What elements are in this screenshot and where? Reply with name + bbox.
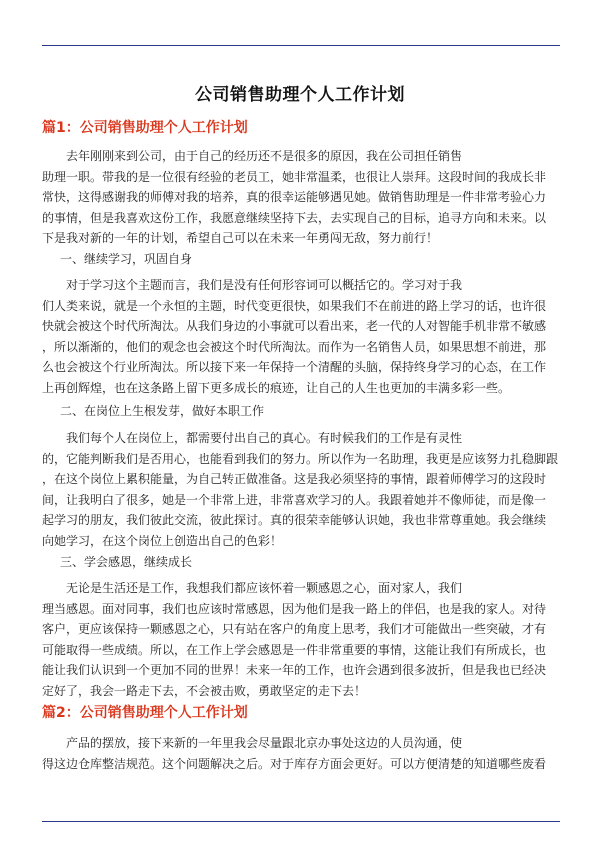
section-heading-1: 篇1：公司销售助理个人工作计划 [42, 120, 248, 136]
text-line: 理当感恩。面对同事，我们也应该时常感恩，因为他们是我一路上的伴侣，也是我的家人。对待 [42, 601, 547, 616]
text-line: 客户，更应该保持一颗感恩之心，只有站在客户的角度上思考，我们才可能做出一些突破，才有 [42, 622, 547, 636]
text-line: 能让我们认识到一个更加不同的世界！未来一年的工作，也许会遇到很多波折，但是我也已经决 [42, 663, 547, 677]
subheading-3: 三、学会感恩，继续成长 [60, 555, 193, 569]
text-line: 去年刚刚来到公司，由于自己的经历还不是很多的原因，我在公司担任销售 [42, 149, 463, 163]
section-heading-2: 篇2：公司销售助理个人工作计划 [42, 705, 248, 721]
paragraph-1 [42, 275, 558, 398]
top-rule [42, 45, 560, 46]
intro-paragraph [42, 146, 558, 249]
paragraph-4 [42, 733, 558, 774]
document-title: 公司销售助理个人工作计划 [195, 85, 405, 105]
text-line: 助理一职。带我的是一位很有经验的老员工，她非常温柔，也很让人崇拜。这段时间的我成长非 [42, 169, 547, 184]
text-line: 产品的摆放，接下来新的一年里我会尽量跟北京办事处这边的人员沟通，使 [42, 736, 463, 750]
text-line: 快就会被这个时代所淘汰。从我们身边的小事就可以看出来，老一代的人对智能手机非常不敏感 [42, 319, 547, 333]
text-line: 可能取得一些成绩。所以，在工作上学会感恩是一件非常重要的事情，这能让我们有所成长，也 [42, 642, 547, 657]
text-line: ，在这个岗位上累积能量，为自己转正做准备。这是我必须坚持的事情，跟着师傅学习的这段时 [42, 472, 547, 486]
subheading-1: 一、继续学习，巩固自身 [60, 252, 193, 266]
text-line: 起学习的朋友，我们彼此交流，彼此探讨。真的很荣幸能够认识她，我也非常尊重她。我会继续 [42, 513, 547, 527]
text-line: 的事情，但是我喜欢这份工作，我愿意继续坚持下去，去实现自己的目标，追寻方向和未来。以 [42, 210, 547, 225]
text-line: 间，让我明白了很多，她是一个非常上进，非常喜欢学习的人。我跟着她并不像师徒，而是像一 [42, 492, 547, 507]
text-line: 对于学习这个主题而言，我们是没有任何形容词可以概括它的。学习对于我 [42, 278, 463, 292]
text-line: 我们每个人在岗位上，都需要付出自己的真心。有时候我们的工作是有灵性 [42, 431, 463, 445]
text-line: 无论是生活还是工作，我想我们都应该怀着一颗感恩之心，面对家人，我们 [42, 581, 463, 595]
text-line: 们人类来说，就是一个永恒的主题，时代变更很快，如果我们不在前进的路上学习的话，也许很 [42, 298, 547, 313]
text-line: 常快，这得感谢我的师傅对我的培养，真的很幸运能够遇见她。做销售助理是一件非常考验心力 [42, 190, 547, 204]
text-line: 么也会被这个行业所淘汰。所以接下来一年保持一个清醒的头脑，保持终身学习的心态，在工作 [42, 360, 547, 374]
bottom-rule [42, 821, 560, 822]
paragraph-3 [42, 578, 558, 701]
text-line: 的，它能判断我们是否用心，也能看到我们的努力。所以作为一名助理，我更是应该努力扎稳脚跟 [42, 451, 558, 466]
text-line: 向她学习，在这个岗位上创造出自己的色彩！ [42, 533, 283, 548]
text-line: 得这边仓库整洁规范。这个问题解决之后。对于库存方面会更好。可以方便清楚的知道哪些废看 [42, 756, 547, 771]
text-line: ，所以渐渐的，他们的观念也会被这个时代所淘汰。而作为一名销售人员，如果思想不前进，那 [42, 339, 547, 354]
text-line: 定好了，我会一路走下去，不会被击败，勇敢坚定的走下去！ [42, 683, 367, 698]
paragraph-2 [42, 428, 558, 551]
text-line: 下是我对新的一年的计划，希望自己可以在未来一年勇闯无敌，努力前行！ [42, 231, 439, 245]
subheading-2: 二、在岗位上生根发芽，做好本职工作 [60, 404, 265, 418]
text-line: 上再创辉煌，也在这条路上留下更多成长的痕迹，让自己的人生也更加的丰满多彩一些。 [42, 380, 511, 395]
